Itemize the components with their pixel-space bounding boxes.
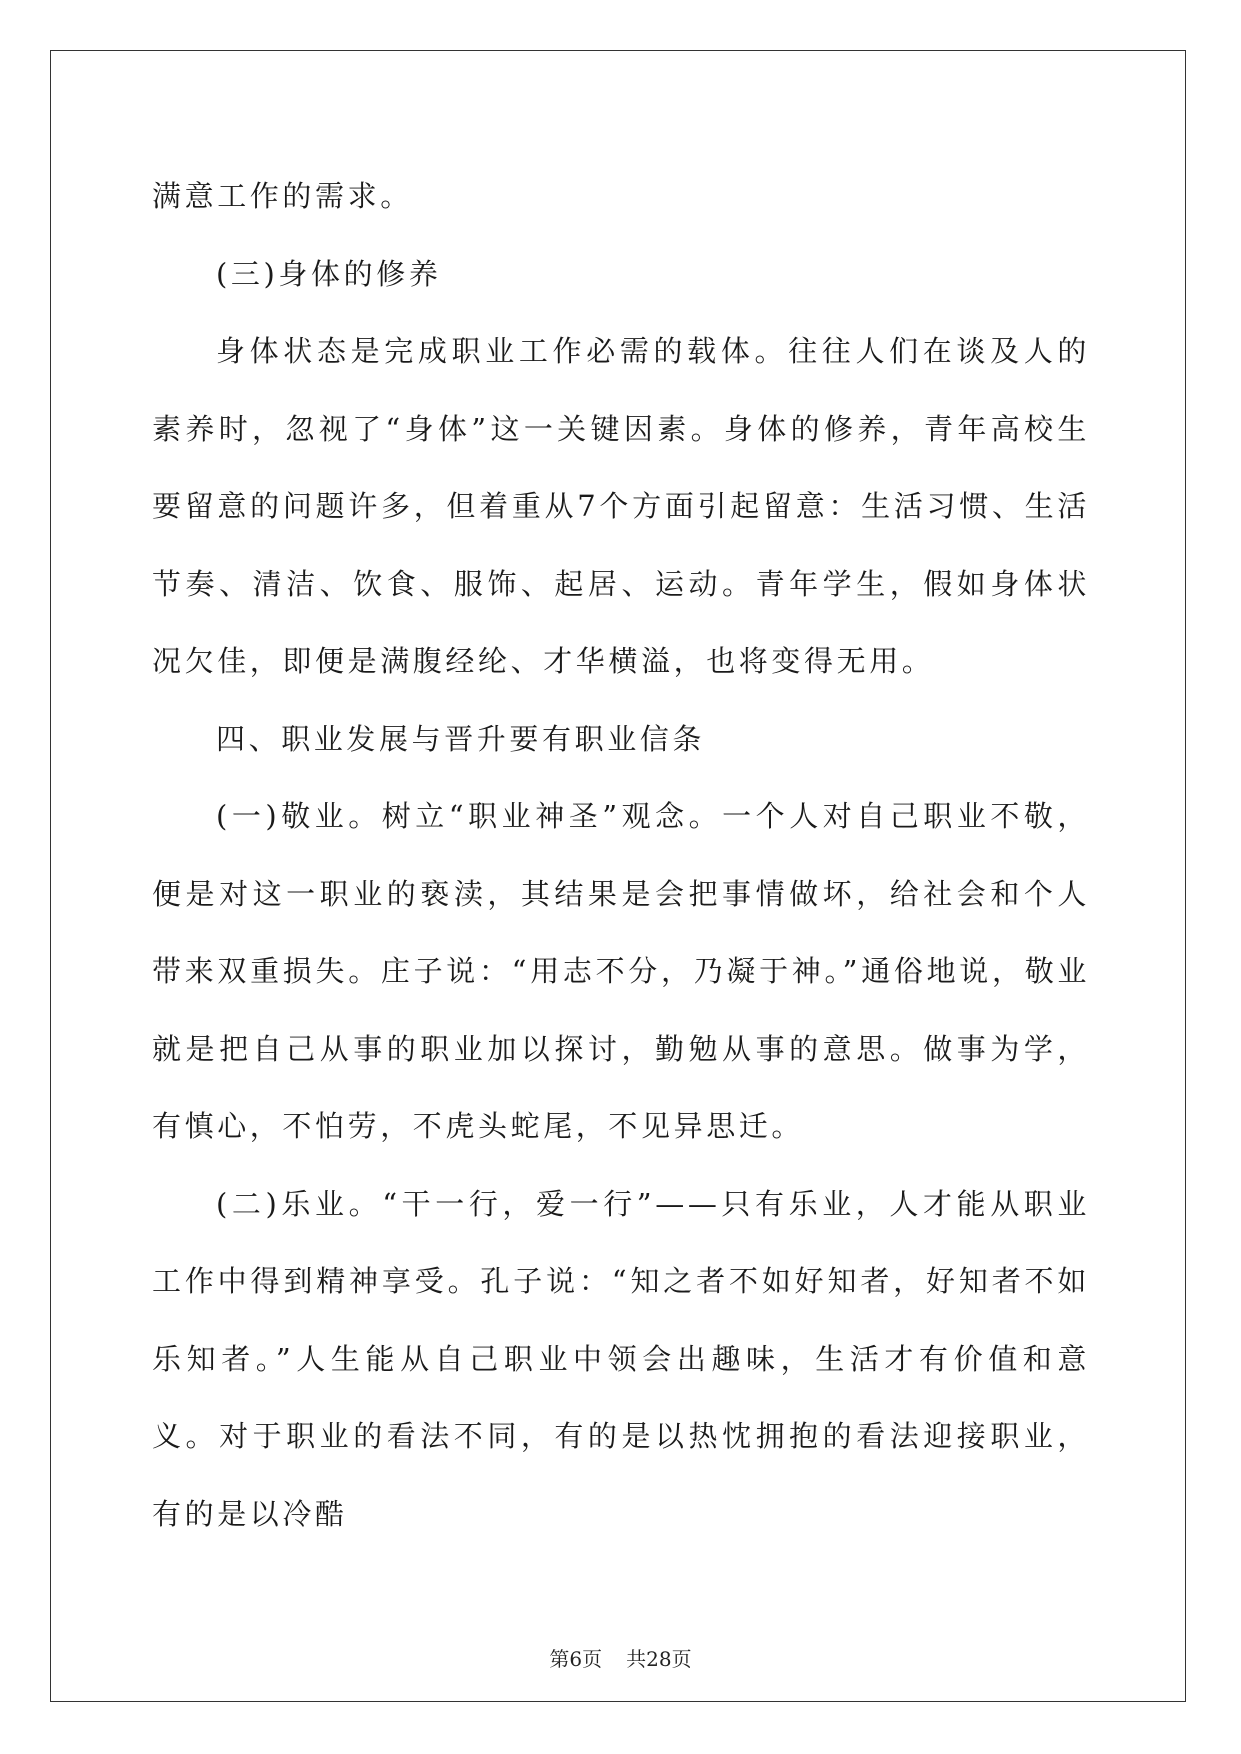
- paragraph-2: 身体状态是完成职业工作必需的载体。往往人们在谈及人的素养时，忽视了“身体”这一关键因素。身体的修养，青年高校生要留意的问题许多，但着重从7个方面引起留意：生活习惯、生活节奏、清洁、饮食、服饰、起居、运动。青年学生，假如身体状况欠佳，即便是满腹经纶、才华横溢，也将变得无用。: [152, 334, 1090, 678]
- paragraph-3: (一)敬业。树立“职业神圣”观念。一个人对自己职业不敬，便是对这一职业的亵渎，其结果是会把事情做坏，给社会和个人带来双重损失。庄子说：“用志不分，乃凝于神。”通俗地说，敬业就是把自己从事的职业加以探讨，勤勉从事的意思。做事为学，有慎心，不怕劳，不虎头蛇尾，不见异思迁。: [152, 799, 1090, 1143]
- paragraph-4: (二)乐业。“干一行，爱一行”——只有乐业，人才能从职业工作中得到精神享受。孔子说：“知之者不如好知者，好知者不如乐知者。”人生能从自己职业中领会出趣味，生活才有价值和意义。对于职业的看法不同，有的是以热忱拥抱的看法迎接职业，有的是以冷酷: [152, 1186, 1090, 1531]
- page-footer: [0, 1643, 1241, 1672]
- page-total: 共28页: [626, 1647, 692, 1671]
- section-heading-career-creed: 四、职业发展与晋升要有职业信条: [216, 721, 706, 756]
- page-number: 第6页: [549, 1647, 603, 1671]
- document-body: [152, 158, 1090, 1553]
- paragraph-1: 满意工作的需求。: [152, 179, 413, 213]
- section-heading-body-cultivation: (三)身体的修养: [216, 256, 442, 291]
